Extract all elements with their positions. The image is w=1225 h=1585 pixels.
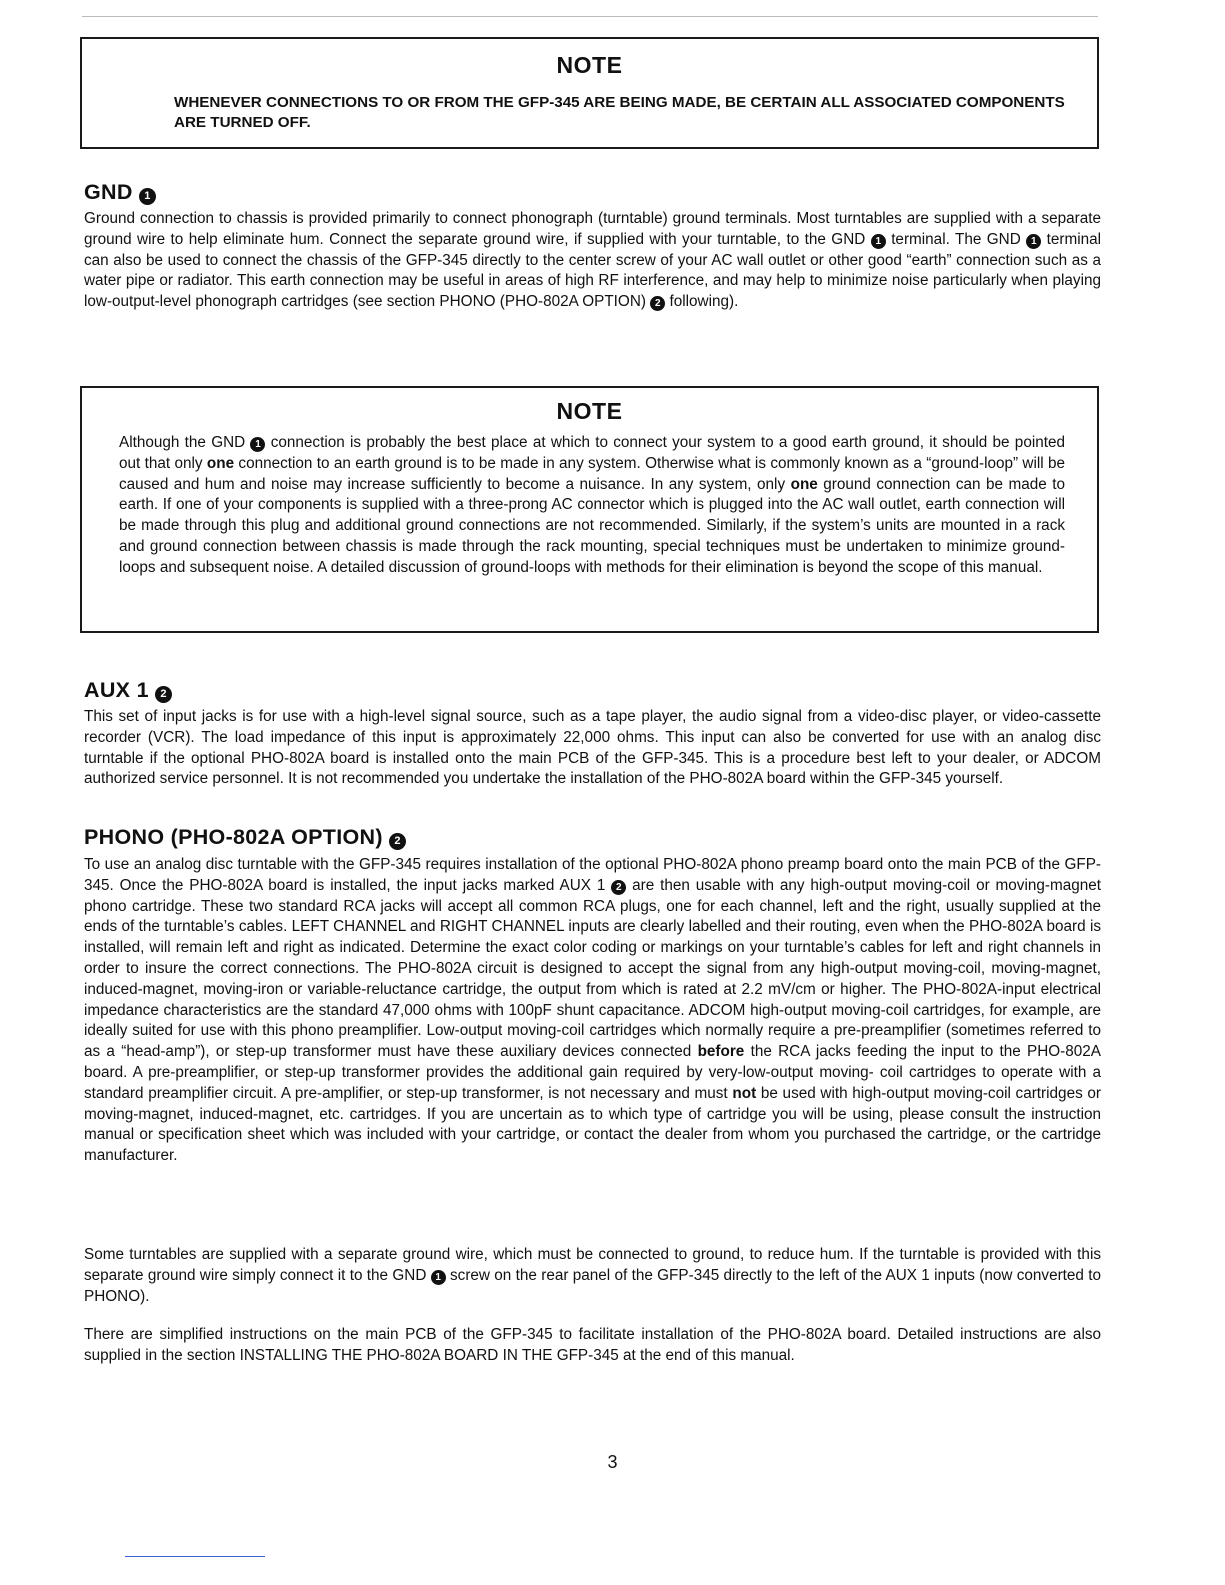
emphasis-text: not: [732, 1084, 757, 1102]
note-title: NOTE: [556, 52, 623, 78]
note-text: WHENEVER CONNECTIONS TO OR FROM THE GFP-345 ARE BEING MADE, BE CERTAIN ALL ASSOCIATED COMPONENTS ARE TURNED OFF.: [174, 94, 1065, 131]
gnd-paragraph: [84, 209, 1101, 313]
text-run: connection is probably the best place at which to connect your system to a good earth ground, it should be pointed out that only: [119, 434, 1065, 472]
note-box-power-off: [80, 37, 1099, 149]
text-run: the RCA jacks feeding the input to the PHO-802A board. A pre-preamplifier, or step-up transformer provides the additional gain required by very-low-output moving- coil cartridges to operate with a standard preamplifier circuit. A pre-amplifier, or step-up transformer, is not necessary and must: [84, 1043, 1101, 1102]
aux1-paragraph: This set of input jacks is for use with a high-level signal source, such as a tape player, the audio signal from a video-disc player, or video-cassette recorder (VCR). The load impedance of this input is approximately 22,000 ohms. This input can also be converted for use with an analog disc turntable if the optional PHO-802A board is installed onto the main PCB of the GFP-345. This is a procedure best left to your dealer, or ADCOM authorized service personnel. It is not recommended you undertake the installation of the PHO-802A board within the GFP-345 yourself.: [84, 708, 1101, 788]
section-heading-gnd: [84, 180, 156, 205]
heading-text: AUX 1: [84, 678, 149, 702]
callout-marker-icon: 1: [139, 188, 156, 205]
note-title: NOTE: [556, 398, 623, 424]
text-run: are then usable with any high-output moving-coil or moving-magnet phono cartridge. These two standard RCA jacks will accept all common RCA plugs, one for each channel, left and the right, usually supplied at the ends of the turntable’s cables. LEFT CHANNEL and RIGHT CHANNEL inputs are clearly labelled and their routing, even when the PHO-802A board is installed, will remain left and right as indicated. Determine the exact color coding or markings on your turntable’s cables for left and right channels in order to insure the correct connections. The PHO-802A circuit is designed to accept the signal from any high-output moving-coil, moving-magnet, induced-magnet, moving-iron or variable-reluctance cartridge, the output from which is rated at 2.2 mV/cm or higher. The PHO-802A-input electrical impedance characteristics are the standard 47,000 ohms with 100pF shunt capacitance. ADCOM high-output moving-coil cartridges, for example, are ideally suited for use with this phono preamplifier. Low-output moving-coil cartridges which normally require a pre-preamplifier (sometimes referred to as a “head-amp”), or step-up transformer must have these auxiliary devices connected: [84, 876, 1101, 1061]
text-run: Although the GND: [119, 434, 246, 451]
callout-marker-icon: 2: [611, 880, 626, 895]
text-run: be used with high-output moving-coil cartridges or moving-magnet, induced-magnet, etc. cartridges. If you are uncertain as to which type of cartridge you will be using, please consult the instruction manual or specification sheet which was included with your cartridge, or contact the dealer from whom you purchased the cartridge, or the cartridge manufacturer.: [84, 1084, 1102, 1165]
callout-marker-icon: 2: [650, 296, 665, 311]
section-heading-phono: [84, 825, 406, 850]
text-run: To use an analog disc turntable with the GFP-345 requires installation of the optional PHO-802A phono preamp board onto the main PCB of the GFP-345. Once the PHO-802A board is installed, the input jacks marked AUX 1: [84, 856, 1101, 894]
callout-marker-icon: 1: [250, 437, 265, 452]
callout-marker-icon: 1: [431, 1270, 446, 1285]
text-run: terminal. The GND: [891, 230, 1021, 248]
emphasis-text: one: [790, 475, 818, 493]
heading-text: GND: [84, 180, 133, 204]
callout-marker-icon: 2: [155, 686, 172, 703]
emphasis-text: before: [697, 1043, 745, 1061]
text-run: ground connection can be made to earth. If one of your components is supplied with a three-prong AC connector which is plugged into the AC wall outlet, earth connection will be made through this plug and additional ground connections are not recommended. Similarly, if the system’s units are mounted in a rack and ground connection between chassis is made through the rack mounting, special techniques must be undertaken to minimize ground-loops and subsequent noise. A detailed discussion of ground-loops with methods for their elimination is beyond the scope of this manual.: [119, 475, 1066, 576]
bottom-rule: [125, 1556, 265, 1557]
text-run: Ground connection to chassis is provided primarily to connect phonograph (turntable) ground terminals. Most turntables are supplied with a separate ground wire to help eliminate hum. Connect the separate ground wire, if supplied with your turntable, to the GND: [84, 210, 1101, 248]
heading-text: PHONO (PHO-802A OPTION): [84, 825, 383, 849]
text-run: Some turntables are supplied with a separate ground wire, which must be connected to ground, to reduce hum. If the turntable is provided with this separate ground wire simply connect it to the GND: [84, 1246, 1101, 1284]
emphasis-text: one: [206, 454, 235, 472]
note-text: [119, 433, 1065, 579]
top-rule: [82, 16, 1098, 17]
phono-paragraph-2: [84, 1245, 1101, 1307]
callout-marker-icon: 1: [871, 234, 886, 249]
callout-marker-icon: 2: [389, 833, 406, 850]
note-box-ground-loop: [80, 386, 1099, 633]
callout-marker-icon: 1: [1026, 234, 1041, 249]
text-run: terminal can also be used to connect the chassis of the GFP-345 directly to the center screw of your AC wall outlet or other good “earth” connection such as a water pipe or radiator. This earth connection may be useful in areas of high RF interference, and may help to minimize noise particularly when playing low-output-level phonograph cartridges (see section PHONO (PHO-802A OPTION): [84, 230, 1102, 311]
phono-paragraph-1: [84, 855, 1101, 1167]
phono-paragraph-3: There are simplified instructions on the main PCB of the GFP-345 to facilitate installation of the PHO-802A board. Detailed instructions are also supplied in the section INSTALLING THE PHO-802A BOARD IN THE GFP-345 at the end of this manual.: [84, 1326, 1101, 1364]
text-run: connection to an earth ground is to be made in any system. Otherwise what is commonly known as a “ground-loop” will be caused and hum and noise may increase sufficiently to become a nuisance. In any system, only: [119, 454, 1066, 493]
page-number: 3: [607, 1452, 618, 1472]
text-run: screw on the rear panel of the GFP-345 directly to the left of the AUX 1 inputs (now converted to PHONO).: [84, 1266, 1102, 1305]
section-heading-aux1: [84, 678, 172, 703]
text-run: following).: [669, 293, 739, 311]
